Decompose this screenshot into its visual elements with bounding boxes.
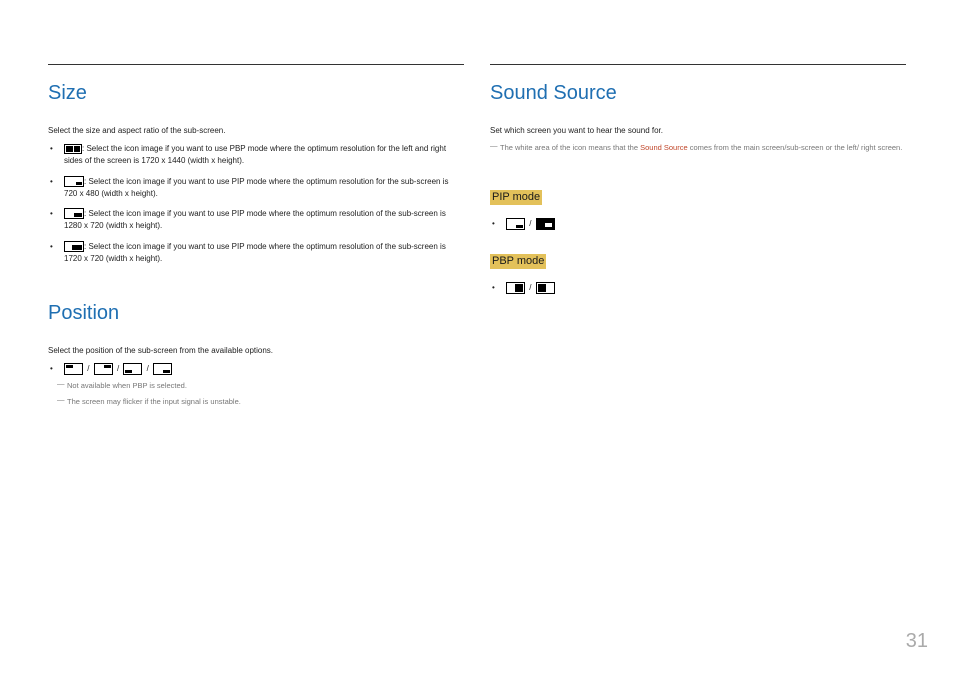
pbp-right-sound-icon — [506, 282, 525, 294]
bullet-dot: • — [50, 242, 53, 251]
size-item-text: : Select the icon image if you want to use PIP mode where the optimum resolution for the sub-screen is 720 x 480 (width x height). — [64, 177, 449, 198]
position-bottom-right-icon — [153, 363, 172, 375]
pbp-sound-options — [492, 282, 555, 294]
position-top-left-icon — [64, 363, 83, 375]
pip-main-sound-icon — [506, 218, 525, 230]
bullet-dot: • — [50, 144, 53, 153]
note-text-before: The white area of the icon means that the — [500, 143, 641, 152]
bullet-dot: • — [50, 177, 53, 186]
page-number: 31 — [905, 630, 928, 652]
note-dash: ― — [57, 395, 65, 404]
size-item-text: : Select the icon image if you want to use PIP mode where the optimum resolution of the sub-screen is 1280 x 720 (width x height). — [64, 209, 446, 230]
pip-mode-label: PIP mode — [492, 191, 541, 203]
bullet-dot: • — [492, 283, 495, 292]
pip-small-icon — [64, 176, 84, 187]
size-heading: Size — [48, 82, 87, 104]
note-text: The screen may flicker if the input signal is unstable. — [67, 397, 241, 406]
position-bottom-left-icon — [123, 363, 142, 375]
separator: / — [116, 364, 120, 373]
position-intro: Select the position of the sub-screen from the available options. — [48, 346, 274, 355]
left-rule — [48, 64, 464, 65]
bullet-dot: • — [50, 364, 53, 373]
pip-medium-icon — [64, 208, 84, 219]
note-dash: ― — [57, 379, 65, 388]
note-dash: ― — [490, 141, 498, 150]
size-item-text: : Select the icon image if you want to use PBP mode where the optimum resolution for the left and right sides of the screen is 1720 x 1440 (width x height). — [64, 144, 447, 165]
size-item-pip-medium — [50, 208, 456, 232]
pip-sub-sound-icon — [536, 218, 555, 230]
sound-source-note — [490, 141, 908, 154]
sound-source-heading: Sound Source — [490, 82, 617, 104]
pbp-left-sound-icon — [536, 282, 555, 294]
sound-source-intro: Set which screen you want to hear the sound for. — [490, 126, 663, 135]
position-note-2 — [57, 395, 241, 408]
position-note-1 — [57, 379, 187, 392]
bullet-dot: • — [492, 219, 495, 228]
size-item-pip-large — [50, 241, 456, 265]
size-intro: Select the size and aspect ratio of the sub-screen. — [48, 126, 226, 135]
pip-large-icon — [64, 241, 84, 252]
pbp-mode-label: PBP mode — [492, 255, 545, 267]
separator: / — [529, 219, 532, 228]
size-item-text: : Select the icon image if you want to use PIP mode where the optimum resolution of the sub-screen is 1720 x 720 (width x height). — [64, 242, 446, 263]
sound-source-accent: Sound Source — [640, 143, 688, 152]
size-item-pbp — [50, 143, 456, 167]
position-top-right-icon — [94, 363, 113, 375]
separator: / — [146, 364, 149, 373]
pbp-icon — [64, 144, 82, 154]
bullet-dot: • — [50, 209, 53, 218]
note-text-after: comes from the main screen/sub-screen or the left/ right screen. — [687, 143, 903, 152]
separator: / — [87, 364, 90, 373]
position-options — [50, 363, 172, 375]
position-heading: Position — [48, 302, 120, 324]
separator: / — [529, 283, 532, 292]
pip-sound-options — [492, 218, 555, 230]
note-text: Not available when PBP is selected. — [67, 381, 187, 390]
size-item-pip-small — [50, 176, 456, 200]
right-rule — [490, 64, 906, 65]
